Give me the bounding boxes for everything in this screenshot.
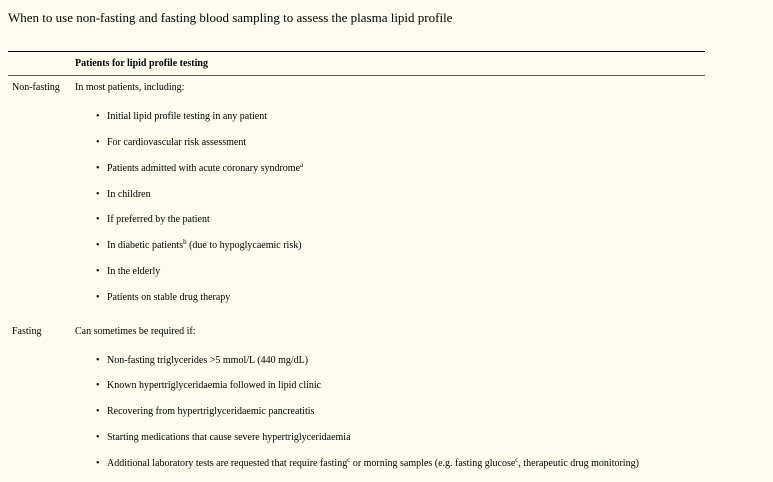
bullet-icon: • [96,240,100,251]
list-item: • Additional laboratory tests are requested that require fasting$^c$ or morning samples (e.g. fasting glucose$^c$, therapeutic drug monitoring) [96,456,639,469]
footnote-marker: b [183,238,187,246]
bullet-icon: • [96,406,100,417]
list-item: • Non-fasting triglycerides >5 mmol/L (440 mg/dL) [96,355,309,366]
bullet-icon: • [96,432,100,443]
bullet-icon: • [96,111,100,122]
list-item: • Known hypertriglyceridaemia followed in lipid clinic [96,380,322,391]
bullet-icon: • [96,266,100,277]
list-item: • Starting medications that cause severe hypertriglyceridaemia [96,432,351,443]
row-intro-fasting: Can sometimes be required if: [75,326,196,337]
bullet-icon: • [96,137,100,148]
header-rule [8,75,705,76]
list-item: • Patients admitted with acute coronary syndrome$^a$ [96,161,304,174]
column-header: Patients for lipid profile testing [75,58,208,69]
page-title: When to use non-fasting and fasting blood sampling to assess the plasma lipid profile [8,10,453,25]
row-label-non-fasting: Non-fasting [12,82,60,93]
footnote-marker: c [347,456,351,464]
bullet-icon: • [96,458,100,469]
list-item: • If preferred by the patient [96,214,210,225]
row-intro-non-fasting: In most patients, including: [75,82,185,93]
bullet-icon: • [96,380,100,391]
list-item: • In diabetic patients$^b$ (due to hypoglycaemic risk) [96,238,302,251]
row-label-fasting: Fasting [12,326,42,337]
list-item: • Recovering from hypertriglyceridaemic pancreatitis [96,406,315,417]
bullet-icon: • [96,163,100,174]
bullet-icon: • [96,292,100,303]
bullet-icon: • [96,355,100,366]
bullet-icon: • [96,189,100,200]
bullet-icon: • [96,214,100,225]
list-item: • Initial lipid profile testing in any patient [96,111,267,122]
footnote-marker: a [300,161,304,169]
list-item: • In the elderly [96,266,161,277]
list-item: • In children [96,189,151,200]
list-item: • Patients on stable drug therapy [96,292,231,303]
footnote-marker: c [515,456,519,464]
list-item: • For cardiovascular risk assessment [96,137,247,148]
table-top-rule [8,51,705,52]
